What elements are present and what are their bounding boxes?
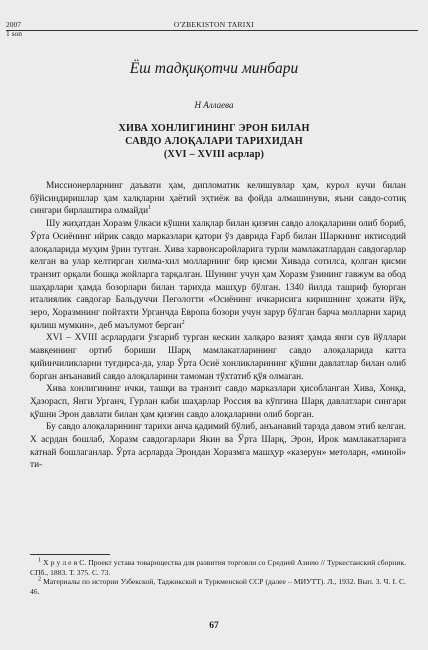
paragraph: XVI – XVIII асрлардаги ўзгариб турган кескин халқаро вазият ҳамда янги сув йўллари мавқеининг ортиб бориши Шарқ мамлакатларининг савдо алоқаларида катта қийинчиликларни туғдирса-да, улар Ўрта Осиё хонликларининг қўшни давлатлар билан олиб борган анъанавий савдо алоқаларини тамоман тўхтатиб қўя олмаган. bbox=[30, 333, 406, 382]
header-issue: 1 son bbox=[6, 29, 23, 38]
paragraph bbox=[30, 180, 406, 218]
article-title bbox=[0, 122, 428, 161]
footnote-text: Материалы по истории Узбекской, Таджикской и Туркменской ССР (далее – МИУТТ). Л., 1932. Вып. 3. Ч. I. С. 46. bbox=[30, 577, 406, 596]
paragraph: Бу савдо алоқаларининг тарихи анча қадимий бўлиб, анъанавий тарзда давом этиб келган. Х асрдан бошлаб, Хоразм савдогарлари Якин ва Ўрта Шарқ, Эрон, Ирок мамлакатларига катнай бошлаганлар. Ўрта асрларда Эрондан Хоразмга машҳур «казерун» метоларн, «миной» ти- bbox=[30, 422, 406, 471]
title-line-2: САВДО АЛОҚАЛАРИ ТАРИХИДАН bbox=[125, 136, 303, 147]
footnote-number: 1 bbox=[38, 557, 41, 564]
article-body bbox=[30, 180, 406, 472]
paragraph: Хива хонлигининг ички, ташқи ва транзит савдо марказлари ҳисобланган Хива, Хонқа, Ҳазорасп, Янги Урганч, Гурлан каби шаҳарлар Россия ва кўпгина Шарқ давлатлари сингари қўшни Эрон давлати билан ҳам қизғин савдо алоқаларини олиб борган. bbox=[30, 384, 406, 420]
footnote-text: Х р у л е в С. Проект устава товарищества для развития торговли со Средней Азиею // Туркестанский сборник. СПб., 1883. Т. 375. С. 73. bbox=[30, 558, 406, 577]
author-name: Н Аллаева bbox=[194, 100, 234, 110]
footnote-ref: 1 bbox=[148, 205, 152, 212]
title-line-1: ХИВА ХОНЛИГИНИНГ ЭРОН БИЛАН bbox=[118, 123, 310, 134]
paragraph-text: Шу жиҳатдан Хоразм ўлкаси кўшни халқлар билан қизғин савдо алоқаларини олиб бориб, Ўрта Осиёнинг ийрик савдо марказлари қатори ўз даврида Ғарб билан Шаркнинг иктисодий алоқаларида муҳим ўрин тутган. Хива харвонсаройларига турли мамлакатлардан савдогарлар келган ва улар келтирган хилма-хил молларнинг бир қисми Хивада сотилса, қолган қисми транзит орқали бошқа жойларга тарқалган. Шунинг учун ҳам Хоразм ўзининг гавжум ва обод шаҳарлари ҳамда бозорлари билан тарихда машҳур бўлган. 1340 йилда ташриф буюрган италиялик савдогар Бальдуччи Пеголотти «Осиёнинг ичкарисига киришнинг ҳожати йўқ, зеро, Хоразмнинг пойтахти Урганчда Европа бозори учун зарур бўлган барча молларни харид қилиш мумкин», деб маълумот берган bbox=[30, 219, 406, 331]
header-year: 2007 bbox=[6, 20, 21, 29]
footnote-number: 2 bbox=[38, 576, 41, 583]
footnotes bbox=[30, 558, 406, 596]
footnote bbox=[30, 577, 406, 596]
footnote bbox=[30, 558, 406, 577]
paragraph bbox=[30, 218, 406, 332]
journal-name: O'ZBEKISTON TARIXI bbox=[173, 20, 255, 29]
page-number: 67 bbox=[209, 621, 219, 631]
paragraph-text: Миссионерларнинг даъвати ҳам, дипломатик келишувлар ҳам, курол кучи билан бўйсиндиришлар ҳам халқларни ҳаётий эҳтиёж ва фойда алмашинуви, яъни савдо-сотиқ сингари бирлаштира олмайди bbox=[30, 181, 406, 217]
title-line-3: (XVI – XVIII асрлар) bbox=[163, 149, 265, 160]
footnote-rule bbox=[30, 554, 110, 555]
section-rubric: Ёш тадқиқотчи минбари bbox=[129, 60, 299, 77]
header-rule bbox=[6, 30, 418, 31]
footnote-ref: 2 bbox=[181, 319, 185, 326]
